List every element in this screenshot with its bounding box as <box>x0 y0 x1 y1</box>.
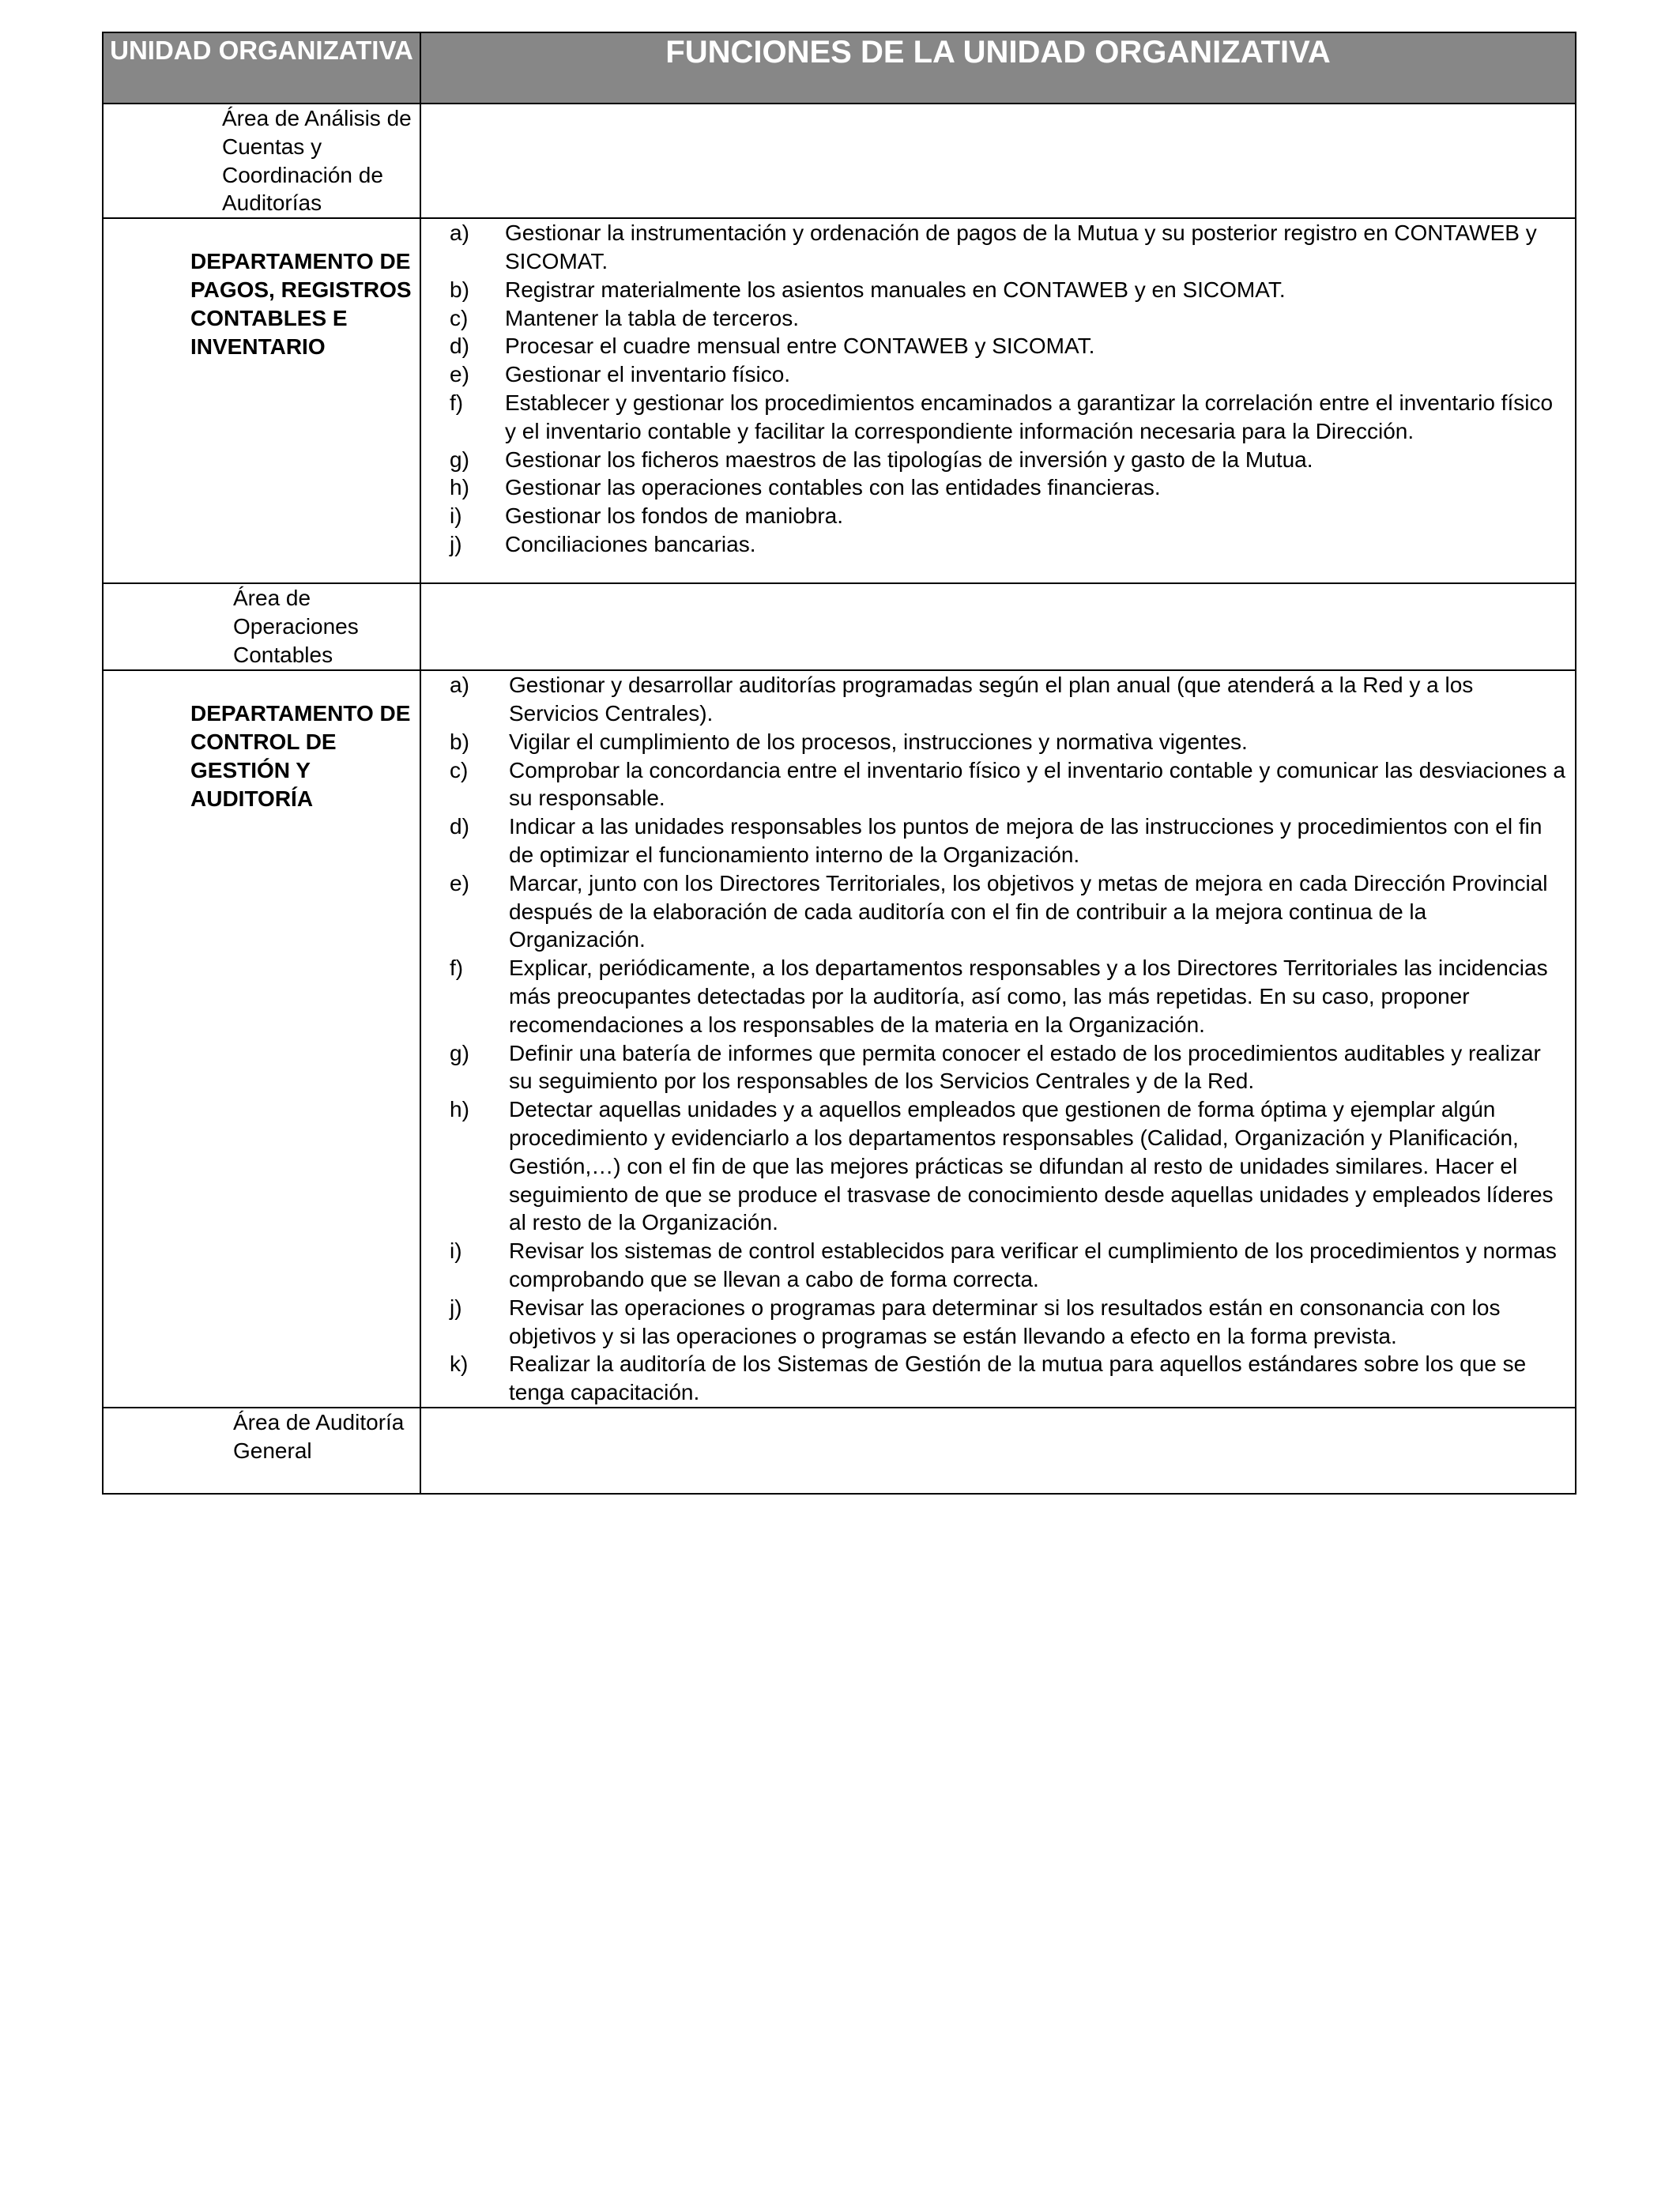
list-item-text: Detectar aquellas unidades y a aquellos empleados que gestionen de forma óptima y ejemplar algún procedimiento y evidenciarlo a los departamentos responsables (Calidad, Organización y Planificación, Gestión,…) con el fin de que las mejores prácticas se difundan al resto de unidades similares. Hacer el seguimiento de que se produce el trasvase de conocimiento desde aquellas unidades y empleados líderes al resto de la Organización. <box>509 1097 1554 1235</box>
list-item-text: Comprobar la concordancia entre el inventario físico y el inventario contable y comunicar las desviaciones a su responsable. <box>509 757 1565 811</box>
table-row <box>103 218 1576 583</box>
functions-list-control <box>421 671 1575 1407</box>
list-item <box>421 1350 1567 1407</box>
list-item-text: Gestionar y desarrollar auditorías programadas según el plan anual (que atenderá a la Red y a los Servicios Centrales). <box>509 673 1474 726</box>
list-item <box>421 728 1567 756</box>
list-item <box>421 332 1567 360</box>
list-item-marker: g) <box>450 447 469 472</box>
table-row <box>103 670 1576 1408</box>
list-item <box>421 473 1567 502</box>
list-item <box>421 756 1567 813</box>
list-item-marker: e) <box>450 362 469 387</box>
list-item-text: Definir una batería de informes que permita conocer el estado de los procedimientos auditables y realizar su seguimiento por los responsables de los Servicios Centrales y de la Red. <box>509 1040 1541 1094</box>
list-item <box>421 360 1567 389</box>
list-item <box>421 1294 1567 1351</box>
list-item-marker: e) <box>450 870 469 895</box>
list-item-text: Explicar, periódicamente, a los departamentos responsables y a los Directores Territoriales las incidencias más preocupantes detectadas por la auditoría, así como, las más repetidas. En su caso, proponer recomendaciones a los responsables de la materia en la Organización. <box>509 956 1548 1037</box>
list-item-text: Registrar materialmente los asientos manuales en CONTAWEB y en SICOMAT. <box>505 277 1286 302</box>
unit-cell <box>103 583 420 670</box>
unit-cell <box>103 218 420 583</box>
functions-table <box>102 32 1576 1495</box>
functions-cell-empty <box>420 1408 1576 1494</box>
list-item-text: Marcar, junto con los Directores Territoriales, los objetivos y metas de mejora en cada Dirección Provincial después de la elaboración de cada auditoría con el fin de contribuir a la mejora continua de la Organización. <box>509 870 1548 952</box>
list-item <box>421 954 1567 1039</box>
list-item <box>421 389 1567 446</box>
list-item-marker: c) <box>450 305 469 330</box>
table-row <box>103 1408 1576 1494</box>
area-auditoria-general: Área de Auditoría General <box>233 1409 405 1463</box>
list-item-marker: d) <box>450 814 469 839</box>
list-item-marker: f) <box>450 956 464 981</box>
departamento-control-gestion: DEPARTAMENTO DE CONTROL DE GESTIÓN Y AUDITORÍA <box>190 701 411 811</box>
list-item <box>421 304 1567 333</box>
table-row <box>103 583 1576 670</box>
list-item-marker: g) <box>450 1040 469 1065</box>
list-item-marker: d) <box>450 334 469 359</box>
list-item-marker: j) <box>450 531 462 556</box>
functions-cell <box>420 218 1576 583</box>
list-item <box>421 812 1567 869</box>
functions-cell <box>420 670 1576 1408</box>
list-item-marker: a) <box>450 221 469 246</box>
functions-list-pagos <box>421 219 1575 559</box>
header-unidad-organizativa: UNIDAD ORGANIZATIVA <box>103 32 420 104</box>
table-header-row <box>103 32 1576 104</box>
list-item <box>421 1095 1567 1237</box>
list-item-marker: f) <box>450 390 464 415</box>
list-item-marker: b) <box>450 277 469 302</box>
area-analisis-cuentas: Área de Análisis de Cuentas y Coordinación de Auditorías <box>222 106 412 216</box>
unit-cell <box>103 670 420 1408</box>
list-item <box>421 276 1567 304</box>
unit-cell <box>103 104 420 218</box>
list-item-text: Indicar a las unidades responsables los puntos de mejora de las instrucciones y procedimientos con el fin de optimizar el funcionamiento interno de la Organización. <box>509 814 1543 867</box>
list-item-marker: j) <box>450 1295 462 1320</box>
list-item-text: Mantener la tabla de terceros. <box>505 305 799 330</box>
list-item-marker: i) <box>450 503 462 529</box>
list-item-text: Revisar las operaciones o programas para determinar si los resultados están en consonancia con los objetivos y si las operaciones o programas se están llevando a efecto en la forma prevista. <box>509 1295 1501 1348</box>
list-item-text: Gestionar los fondos de maniobra. <box>505 503 844 529</box>
list-item-marker: h) <box>450 475 469 500</box>
area-operaciones-contables: Área de Operaciones Contables <box>233 586 359 667</box>
list-item-text: Gestionar los ficheros maestros de las tipologías de inversión y gasto de la Mutua. <box>505 447 1313 472</box>
list-item-marker: c) <box>450 757 469 782</box>
list-item <box>421 530 1567 559</box>
list-item <box>421 446 1567 474</box>
list-item-text: Realizar la auditoría de los Sistemas de Gestión de la mutua para aquellos estándares sobre los que se tenga capacitación. <box>509 1351 1527 1405</box>
list-item-marker: b) <box>450 729 469 754</box>
table-row <box>103 104 1576 218</box>
departamento-pagos: DEPARTAMENTO DE PAGOS, REGISTROS CONTABLES E INVENTARIO <box>190 249 412 359</box>
functions-cell-empty <box>420 583 1576 670</box>
list-item-text: Establecer y gestionar los procedimientos encaminados a garantizar la correlación entre el inventario físico y el inventario contable y facilitar la correspondiente información necesaria para la Dirección. <box>505 390 1554 443</box>
list-item-text: Gestionar las operaciones contables con las entidades financieras. <box>505 475 1161 500</box>
unit-cell <box>103 1408 420 1494</box>
list-item-text: Procesar el cuadre mensual entre CONTAWEB y SICOMAT. <box>505 334 1095 359</box>
list-item-marker: a) <box>450 673 469 698</box>
functions-cell-empty <box>420 104 1576 218</box>
list-item-marker: h) <box>450 1097 469 1122</box>
list-item-text: Revisar los sistemas de control establecidos para verificar el cumplimiento de los procedimientos y normas comprobando que se llevan a cabo de forma correcta. <box>509 1238 1557 1291</box>
list-item <box>421 1237 1567 1294</box>
list-item <box>421 219 1567 276</box>
list-item <box>421 502 1567 530</box>
list-item-marker: i) <box>450 1238 462 1264</box>
list-item-marker: k) <box>450 1351 469 1377</box>
list-item-text: Vigilar el cumplimiento de los procesos, instrucciones y normativa vigentes. <box>509 729 1248 754</box>
list-item <box>421 869 1567 954</box>
list-item-text: Gestionar el inventario físico. <box>505 362 791 387</box>
header-funciones: FUNCIONES DE LA UNIDAD ORGANIZATIVA <box>420 32 1576 104</box>
list-item-text: Gestionar la instrumentación y ordenación de pagos de la Mutua y su posterior registro en CONTAWEB y SICOMAT. <box>505 221 1537 273</box>
list-item-text: Conciliaciones bancarias. <box>505 531 756 556</box>
list-item <box>421 671 1567 728</box>
list-item <box>421 1039 1567 1096</box>
